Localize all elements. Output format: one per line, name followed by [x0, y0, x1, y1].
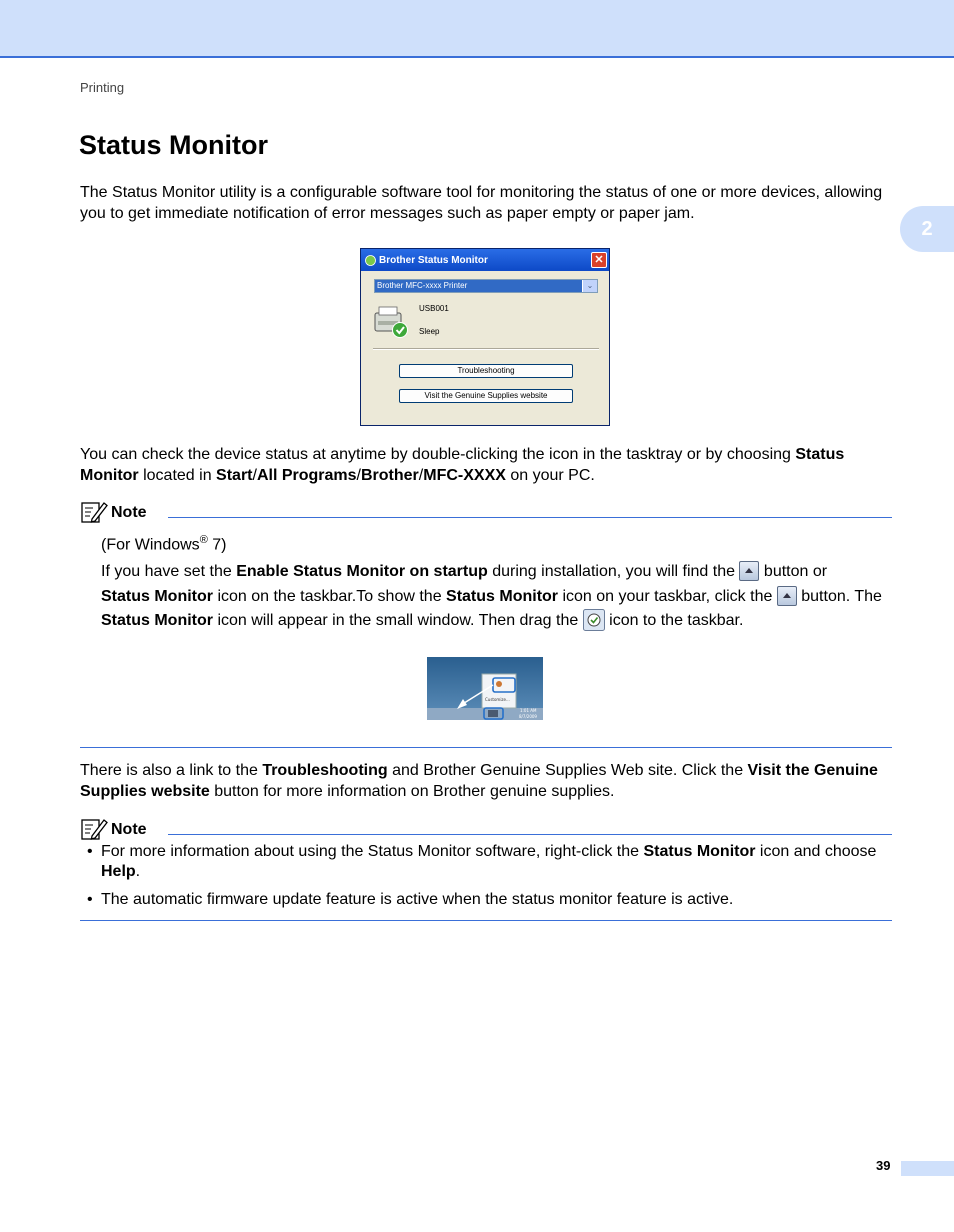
top-header-band: [0, 0, 954, 58]
status-label: Sleep: [419, 327, 440, 336]
bullet: •: [87, 891, 93, 908]
windows-version-note: (For Windows® 7): [101, 534, 227, 554]
show-hidden-icons-button: [739, 561, 759, 581]
genuine-supplies-button[interactable]: Visit the Genuine Supplies website: [399, 389, 573, 403]
footer-bar: [901, 1161, 954, 1176]
note-header: [80, 817, 892, 841]
chapter-tab: 2: [900, 206, 954, 252]
note-item-firmware: The automatic firmware update feature is active when the status monitor feature is active.: [101, 891, 734, 908]
customize-menu-label: Customize...: [485, 697, 510, 702]
note-bottom-rule: [80, 747, 892, 748]
taskbar-screenshot: [427, 657, 543, 720]
windows7-instructions: If you have set the Enable Status Monitor on startup during installation, you will find the button or Status Monitor icon on the taskbar.To show the Status Monitor icon on your taskbar, click the button. The Status Monitor icon will appear in the small window. Then drag the icon to the taskbar.: [101, 563, 882, 629]
printer-ready-icon: [373, 303, 409, 339]
intro-paragraph: The Status Monitor utility is a configurable software tool for monitoring the status of one or more devices, allowing you to get immediate notification of error messages such as paper empty or paper jam.: [80, 184, 883, 222]
note-rule: [168, 517, 892, 518]
status-monitor-dialog: [360, 248, 610, 426]
dialog-title: Brother Status Monitor: [379, 254, 488, 266]
clock-date: 8/7/2009: [519, 714, 537, 719]
note-label: Note: [111, 504, 147, 521]
port-label: USB001: [419, 304, 449, 313]
note-pencil-icon: [80, 817, 108, 841]
note-label: Note: [111, 821, 147, 838]
status-monitor-tray-icon: [583, 609, 605, 631]
status-monitor-app-icon: [365, 255, 376, 266]
page-title: Status Monitor: [79, 130, 268, 160]
clock-time: 1:01 AM: [520, 708, 537, 713]
dialog-separator: [373, 348, 599, 350]
note-bottom-rule: [80, 920, 892, 921]
close-icon[interactable]: ✕: [591, 252, 607, 268]
page-number: 39: [876, 1158, 891, 1173]
breadcrumb: Printing: [80, 80, 125, 95]
bullet: •: [87, 843, 93, 860]
device-select-value: Brother MFC-xxxx Printer: [375, 280, 582, 292]
note-rule: [168, 834, 892, 835]
note-pencil-icon: [80, 500, 108, 524]
tasktray-paragraph: You can check the device status at anytime by double-clicking the icon in the tasktray or by choosing Status Monitor located in Start/All Programs/Brother/MFC-XXXX on your PC.: [80, 446, 845, 484]
chevron-down-icon[interactable]: ⌄: [583, 280, 597, 292]
dialog-titlebar: [361, 249, 609, 271]
show-hidden-icons-button: [777, 586, 797, 606]
device-select[interactable]: [374, 279, 598, 293]
troubleshooting-button[interactable]: Troubleshooting: [399, 364, 573, 378]
troubleshooting-paragraph: There is also a link to the Troubleshooting and Brother Genuine Supplies Web site. Click the Visit the Genuine Supplies website button for more information on Brother genuine supplies.: [80, 762, 878, 800]
note-header: [80, 500, 892, 524]
note-item-help: For more information about using the Status Monitor software, right-click the Status Monitor icon and choose Help.: [101, 843, 877, 880]
